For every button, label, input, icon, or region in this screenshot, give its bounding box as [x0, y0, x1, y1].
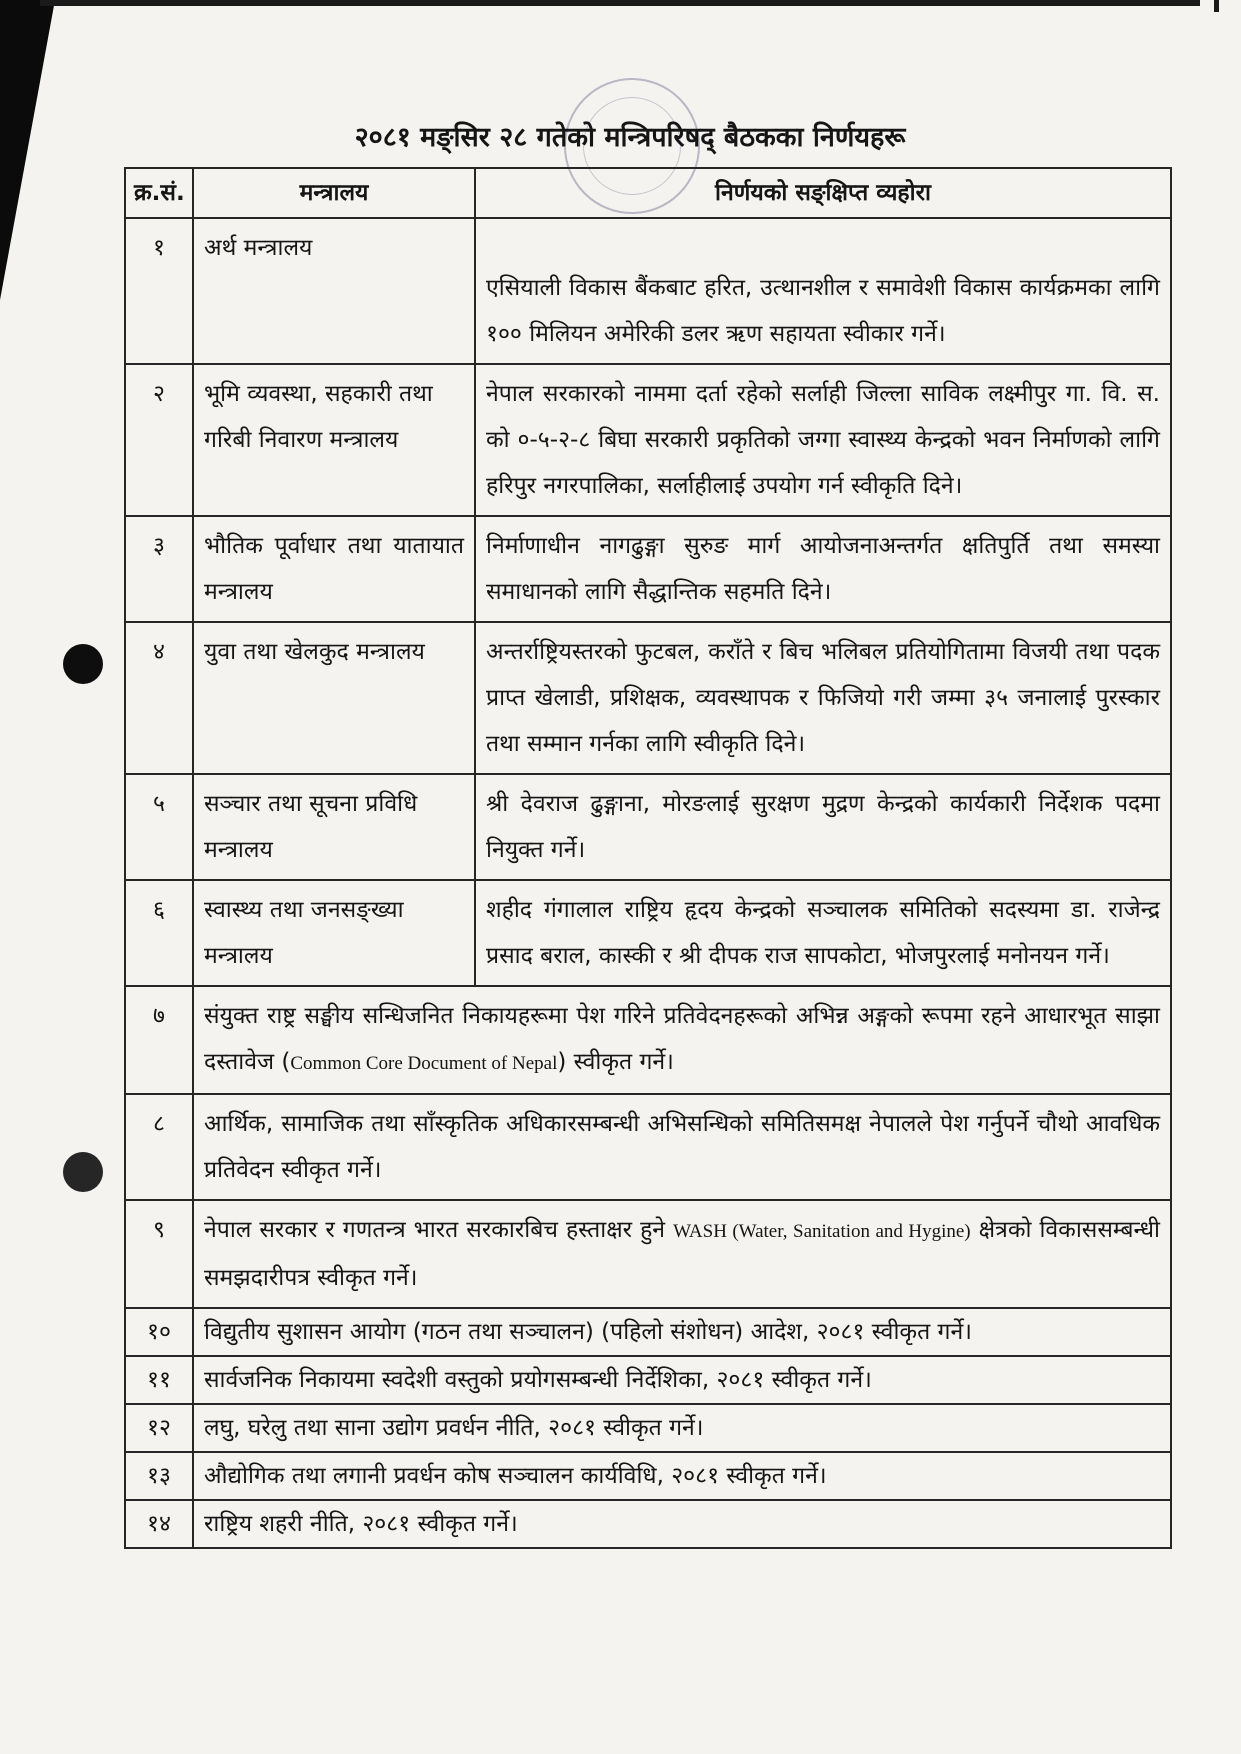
header-serial: क्र.सं.	[125, 168, 193, 218]
row-decision: विद्युतीय सुशासन आयोग (गठन तथा सञ्चालन) (पहिलो संशोधन) आदेश, २०८१ स्वीकृत गर्ने।	[193, 1308, 1171, 1356]
decision-text: आर्थिक, सामाजिक तथा साँस्कृतिक अधिकारसम्बन्धी अभिसन्धिको समितिसमक्ष नेपालले पेश गर्नुपर्ने चौथो आवधिक प्रतिवेदन स्वीकृत गर्ने।	[204, 1111, 1160, 1183]
row-serial: ७	[125, 986, 193, 1094]
row-decision: राष्ट्रिय शहरी नीति, २०८१ स्वीकृत गर्ने।	[193, 1500, 1171, 1548]
decision-text: क्षेत्रको विकाससम्बन्धी समझदारीपत्र स्वीकृत गर्ने।	[204, 1217, 1160, 1291]
decisions-table	[124, 167, 1172, 1549]
table-row	[125, 774, 1171, 880]
row-decision: शहीद गंगालाल राष्ट्रिय हृदय केन्द्रको सञ्चालक समितिको सदस्यमा डा. राजेन्द्र प्रसाद बराल, कास्की र श्री दीपक राज सापकोटा, भोजपुरलाई मनोनयन गर्ने।	[475, 880, 1171, 986]
row-decision: अन्तर्राष्ट्रियस्तरको फुटबल, कराँते र बिच भलिबल प्रतियोगितामा विजयी तथा पदक प्राप्त खेलाडी, प्रशिक्षक, व्यवस्थापक र फिजियो गरी जम्मा ३५ जनालाई पुरस्कार तथा सम्मान गर्नका लागि स्वीकृति दिने।	[475, 622, 1171, 774]
row-serial: १४	[125, 1500, 193, 1548]
row-decision: लघु, घरेलु तथा साना उद्योग प्रवर्धन नीति, २०८१ स्वीकृत गर्ने।	[193, 1404, 1171, 1452]
row-serial: ९	[125, 1200, 193, 1308]
row-decision	[193, 986, 1171, 1094]
decision-text: नेपाल सरकार र गणतन्त्र भारत सरकारबिच हस्ताक्षर हुने	[204, 1217, 674, 1243]
row-decision: औद्योगिक तथा लगानी प्रवर्धन कोष सञ्चालन कार्यविधि, २०८१ स्वीकृत गर्ने।	[193, 1452, 1171, 1500]
punch-hole	[63, 644, 103, 684]
row-ministry: स्वास्थ्य तथा जनसङ्ख्या मन्त्रालय	[193, 880, 475, 986]
table-row	[125, 1094, 1171, 1200]
table-row	[125, 1452, 1171, 1500]
scan-edge-mark	[1214, 0, 1219, 12]
page-title: २०८१ मङ्सिर २८ गतेको मन्त्रिपरिषद् बैठकका निर्णयहरू	[354, 122, 906, 153]
decision-text: संयुक्त राष्ट्र सङ्घीय सन्धिजनित निकायहरूमा पेश गरिने प्रतिवेदनहरूको अभिन्न अङ्गको रूपमा रहने आधारभूत साझा दस्तावेज (	[204, 1003, 1160, 1075]
table-row	[125, 218, 1171, 364]
row-ministry: अर्थ मन्त्रालय	[193, 218, 475, 364]
row-decision: सार्वजनिक निकायमा स्वदेशी वस्तुको प्रयोगसम्बन्धी निर्देशिका, २०८१ स्वीकृत गर्ने।	[193, 1356, 1171, 1404]
table-row	[125, 880, 1171, 986]
header-decision: निर्णयको सङ्क्षिप्त व्यहोरा	[475, 168, 1171, 218]
table-header-row	[125, 168, 1171, 218]
scan-top-edge	[40, 0, 1200, 6]
row-decision: नेपाल सरकारको नाममा दर्ता रहेको सर्लाही जिल्ला साविक लक्ष्मीपुर गा. वि. स. को ०-५-२-८ बिघा सरकारी प्रकृतिको जग्गा स्वास्थ्य केन्द्रको भवन निर्माणको लागि हरिपुर नगरपालिका, सर्लाहीलाई उपयोग गर्न स्वीकृति दिने।	[475, 364, 1171, 516]
row-decision: श्री देवराज ढुङ्गाना, मोरङलाई सुरक्षण मुद्रण केन्द्रको कार्यकारी निर्देशक पदमा नियुक्त गर्ने।	[475, 774, 1171, 880]
table-row	[125, 364, 1171, 516]
row-serial: १	[125, 218, 193, 364]
row-ministry: भूमि व्यवस्था, सहकारी तथा गरिबी निवारण मन्त्रालय	[193, 364, 475, 516]
table-row	[125, 1404, 1171, 1452]
table-row	[125, 1308, 1171, 1356]
decision-english-text: WASH (Water, Sanitation and Hygine)	[673, 1221, 971, 1242]
row-decision: एसियाली विकास बैंकबाट हरित, उत्थानशील र समावेशी विकास कार्यक्रमका लागि १०० मिलियन अमेरिकी डलर ऋण सहायता स्वीकार गर्ने।	[475, 218, 1171, 364]
row-serial: ८	[125, 1094, 193, 1200]
row-ministry: भौतिक पूर्वाधार तथा यातायात मन्त्रालय	[193, 516, 475, 622]
row-decision: निर्माणाधीन नागढुङ्गा सुरुङ मार्ग आयोजनाअन्तर्गत क्षतिपुर्ति तथा समस्या समाधानको लागि सैद्धान्तिक सहमति दिने।	[475, 516, 1171, 622]
punch-hole	[63, 1152, 103, 1192]
header-ministry: मन्त्रालय	[193, 168, 475, 218]
row-decision	[193, 1200, 1171, 1308]
row-serial: ३	[125, 516, 193, 622]
table-row	[125, 986, 1171, 1094]
table-row	[125, 1500, 1171, 1548]
scan-corner-shadow	[0, 0, 55, 300]
row-decision	[193, 1094, 1171, 1200]
row-serial: १३	[125, 1452, 193, 1500]
row-serial: १२	[125, 1404, 193, 1452]
decisions-table-wrapper	[124, 167, 1172, 1549]
row-serial: ४	[125, 622, 193, 774]
table-row	[125, 1356, 1171, 1404]
row-serial: २	[125, 364, 193, 516]
table-row	[125, 516, 1171, 622]
table-row	[125, 1200, 1171, 1308]
row-serial: १०	[125, 1308, 193, 1356]
table-row	[125, 622, 1171, 774]
row-serial: ११	[125, 1356, 193, 1404]
decision-english-text: Common Core Document of Nepal	[290, 1053, 558, 1074]
row-ministry: युवा तथा खेलकुद मन्त्रालय	[193, 622, 475, 774]
row-ministry: सञ्चार तथा सूचना प्रविधि मन्त्रालय	[193, 774, 475, 880]
row-serial: ६	[125, 880, 193, 986]
row-serial: ५	[125, 774, 193, 880]
decision-text: ) स्वीकृत गर्ने।	[557, 1049, 674, 1075]
